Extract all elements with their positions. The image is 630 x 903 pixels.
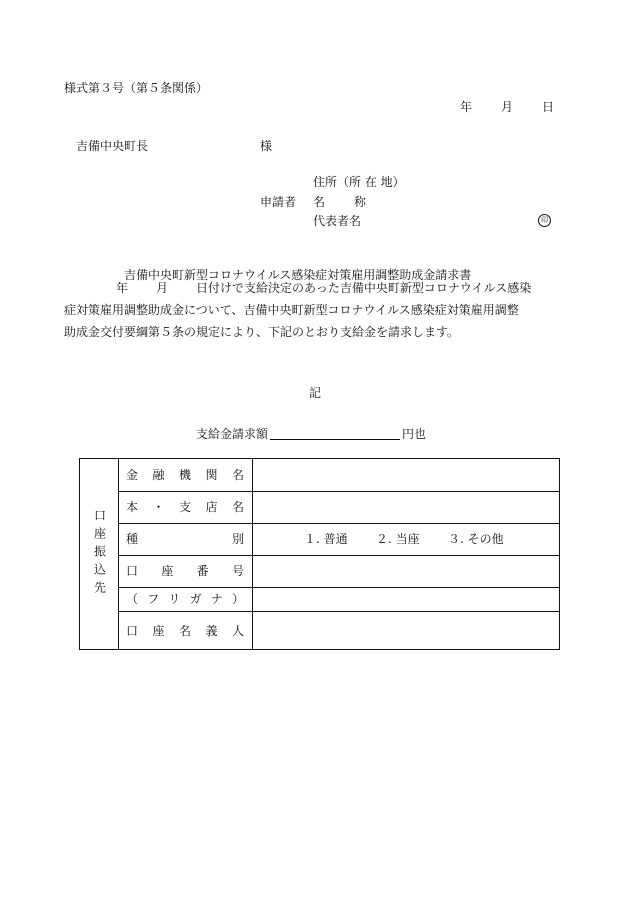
name-char: 名 xyxy=(313,195,326,209)
label-char: 別 xyxy=(231,532,244,546)
table-divider xyxy=(119,555,559,556)
form-label: 様式第３号（第５条関係） xyxy=(64,81,209,95)
table-divider xyxy=(119,523,559,524)
label-char: 種 xyxy=(126,532,139,546)
row-label-bank-name xyxy=(126,469,244,481)
account-type-ordinary[interactable]: １. 普通 xyxy=(304,532,348,546)
label-char: （ xyxy=(126,592,139,606)
label-char: 関 xyxy=(205,468,218,482)
label-char: 義 xyxy=(205,624,218,638)
amount-line xyxy=(196,427,426,440)
label-char: 番 xyxy=(196,564,209,578)
label-char: ナ xyxy=(210,592,223,606)
label-char: リ xyxy=(168,592,181,606)
table-divider xyxy=(119,611,559,612)
name-char: 称 xyxy=(354,195,367,209)
row-label-furigana xyxy=(126,593,244,605)
account-type-options xyxy=(304,533,504,545)
label-char: ガ xyxy=(189,592,202,606)
label-char: 口 xyxy=(126,624,139,638)
bank-account-table xyxy=(79,458,560,650)
label-char: 座 xyxy=(152,624,165,638)
amount-unit: 円也 xyxy=(402,427,427,441)
body-line-1-text: 日付けで支給決定のあった吉備中央町新型コロナウイルス感染 xyxy=(196,281,532,295)
account-type-current[interactable]: ２. 当座 xyxy=(376,532,420,546)
label-char: 名 xyxy=(231,468,244,482)
body-line-3: 助成金交付要綱第５条の規定により、下記のとおり支給金を請求します。 xyxy=(64,325,460,339)
applicant-address-label: 住所（所 在 地） xyxy=(313,175,405,189)
label-char: 名 xyxy=(231,500,244,514)
label-char: 支 xyxy=(178,500,191,514)
date-year-label: 年 xyxy=(460,100,473,114)
label-char: 座 xyxy=(161,564,174,578)
recipient-honorific: 様 xyxy=(260,139,273,153)
label-char: 口 xyxy=(126,564,139,578)
label-char: 機 xyxy=(178,468,191,482)
amount-label: 支給金請求額 xyxy=(196,427,269,441)
applicant-rep-label: 代表者名 xyxy=(313,214,362,228)
row-label-branch-name xyxy=(126,501,244,513)
label-char: 本 xyxy=(126,500,139,514)
label-char: 金 xyxy=(126,468,139,482)
label-char: 名 xyxy=(178,624,191,638)
seal-mark: 印 xyxy=(538,214,551,227)
body-month-label: 月 xyxy=(156,281,169,295)
label-char: フ xyxy=(147,592,160,606)
body-paragraph xyxy=(64,277,584,343)
label-char: 融 xyxy=(152,468,165,482)
row-label-account-holder xyxy=(126,625,244,637)
account-transfer-side-label xyxy=(80,459,119,649)
label-char: 号 xyxy=(231,564,244,578)
table-divider xyxy=(119,587,559,588)
table-divider xyxy=(252,459,253,649)
body-year-label: 年 xyxy=(116,281,129,295)
row-label-account-number xyxy=(126,565,244,577)
document-title: 吉備中央町新型コロナウイルス感染症対策雇用調整助成金請求書 xyxy=(124,268,472,282)
body-line-2: 症対策雇用調整助成金について、吉備中央町新型コロナウイルス感染症対策雇用調整 xyxy=(64,303,519,317)
label-char: 人 xyxy=(231,624,244,638)
body-line-1 xyxy=(64,277,584,299)
label-char: ） xyxy=(231,592,244,606)
date-month-label: 月 xyxy=(501,100,514,114)
label-char: ・ xyxy=(152,500,165,514)
row-label-account-type xyxy=(126,533,244,545)
table-divider xyxy=(119,491,559,492)
amount-blank-field[interactable] xyxy=(270,427,400,440)
applicant-group-label: 申請者 xyxy=(260,195,297,209)
ki-label: 記 xyxy=(309,386,322,400)
account-type-other[interactable]: ３. その他 xyxy=(448,532,504,546)
label-char: 店 xyxy=(205,500,218,514)
recipient-name: 吉備中央町長 xyxy=(76,139,149,153)
date-day-label: 日 xyxy=(542,100,555,114)
side-label-text: 口座振込先 xyxy=(92,509,107,599)
